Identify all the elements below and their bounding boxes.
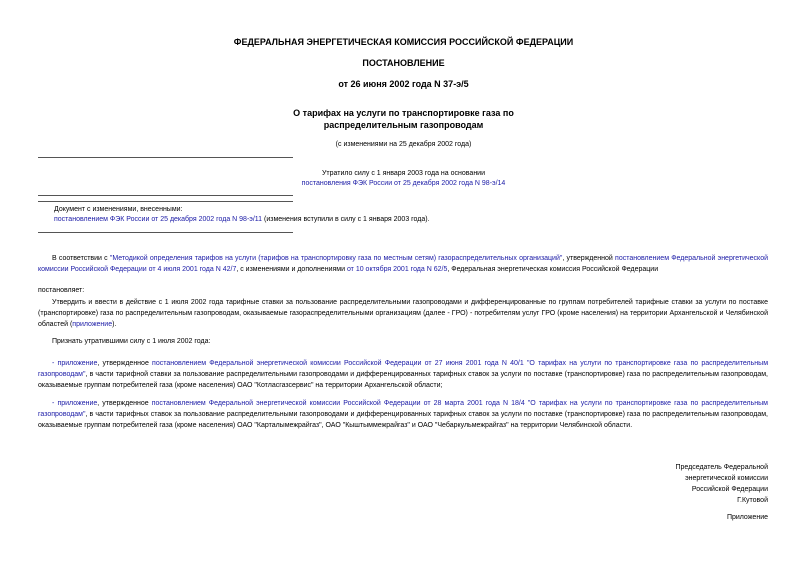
list-dash: - (52, 400, 58, 407)
status-link[interactable]: постановления ФЭК России от 25 декабря 2002 года N 98-э/14 (301, 180, 506, 187)
amendments-note: (с изменениями на 25 декабря 2002 года) (335, 141, 472, 148)
separator-rule (38, 157, 293, 158)
paragraph-approve (38, 297, 768, 330)
preamble-text: , Федеральная энергетическая комиссия Российской Федерации (447, 266, 659, 273)
paragraph-text: , утвержденное (97, 360, 153, 367)
signature-line: Российской Федерации (691, 486, 768, 493)
appendix-link[interactable]: приложение (72, 321, 113, 328)
preamble-text: , с изменениями и дополнениями (236, 266, 347, 273)
changes-line (54, 216, 430, 223)
paragraph-text: , в части тарифной ставки за пользование распределительными газопроводами и дифференцированных тарифных ставок за услуги по поставке (транспортировке) газа по распределительным газопроводам, оказываемые группам потребителей газа (кроме населения) ОАО "Котласгазсервис" на территории Архангельской области; (38, 371, 768, 389)
signature-line: энергетической комиссии (685, 475, 768, 482)
paragraph-text: , в части тарифных ставок за пользование распределительными газопроводами и дифференцированных тарифных ставок за услуги по поставке (транспортировке) газа по распределительным газопроводам, оказываемые группам потребителей газа (кроме населения) ОАО "Карталымежрайгаз", ОАО "Кыштыммежрайгаз" и ОАО "Чебаркульмежрайгаз" на территории Челябинской области. (38, 411, 768, 429)
changes-link[interactable]: постановлением ФЭК России от 25 декабря 2002 года N 98-э/11 (54, 216, 263, 223)
changes-tail: (изменения вступили в силу с 1 января 2003 года). (262, 216, 430, 223)
resolution-18-4-link[interactable]: постановлением Федеральной энергетической комиссии Российской Федерации от 28 марта 2001 года N 18/4 "О тарифах на услуги по транспортировке газа по распределительным газопроводам" (38, 400, 768, 418)
preamble-paragraph (38, 253, 768, 275)
changes-label: Документ с изменениями, внесенными: (54, 206, 183, 213)
resolves-label: постановляет: (38, 287, 85, 294)
separator-rule (38, 195, 293, 196)
appendix-link[interactable]: приложение (57, 360, 98, 367)
paragraph-text: , утвержденное (97, 400, 152, 407)
preamble-text: В соответствии с (52, 255, 110, 262)
document-type: ПОСТАНОВЛЕНИЕ (362, 58, 445, 68)
appendix-heading: Приложение (726, 514, 768, 521)
document-title-line-1: О тарифах на услуги по транспортировке газа по (293, 108, 514, 118)
signatory-name: Г.Кутовой (737, 497, 768, 504)
document-title-line-2: распределительным газопроводам (323, 120, 484, 130)
paragraph-text: Утвердить и ввести в действие с 1 июля 2002 года тарифные ставки за пользование распределительными газопроводами и дифференцированные по группам потребителей тарифные ставки за услуги по поставке (транспортировке) газа по распределительным газопроводам, оказываемые газораспределительными организациям (далее - ГРО) - потребителям услуг ГРО (кроме населения) на территории Архангельской и Челябинской областей ( (38, 299, 768, 328)
resolution-62-5-link[interactable]: от 10 октября 2001 года N 62/5 (346, 266, 448, 273)
paragraph-text: ). (112, 321, 117, 328)
resolution-40-1-link[interactable]: постановлением Федеральной энергетической комиссии Российской Федерации от 27 июня 2001 года N 40/1 "О тарифах на услуги по транспортировке газа по распределительным газопроводам" (38, 360, 769, 378)
preamble-text: , утвержденной (562, 255, 616, 262)
commission-name: ФЕДЕРАЛЬНАЯ ЭНЕРГЕТИЧЕСКАЯ КОМИССИЯ РОССИЙСКОЙ ФЕДЕРАЦИИ (233, 37, 574, 47)
separator-rule (38, 232, 293, 233)
signature-block (598, 462, 768, 506)
paragraph-repeal-2 (38, 398, 768, 431)
paragraph-repeal-1 (38, 358, 768, 391)
list-dash: - (52, 360, 58, 367)
separator-rule (38, 201, 293, 202)
paragraph-repeal-intro: Признать утратившими силу с 1 июля 2002 года: (52, 338, 211, 345)
methodology-link[interactable]: "Методикой определения тарифов на услуги (тарифов на транспортировку газа по местным сетям) газораспределительных организаций" (109, 255, 563, 262)
signature-line: Председатель Федеральной (675, 464, 768, 471)
appendix-link[interactable]: приложение (57, 400, 98, 407)
status-text: Утратило силу с 1 января 2003 года на основании (321, 170, 486, 177)
resolution-42-7-link[interactable]: постановлением Федеральной энергетической комиссии Российской Федерации от 4 июля 2001 года N 42/7 (38, 255, 769, 273)
document-date-number: от 26 июня 2002 года N 37-э/5 (338, 79, 469, 89)
